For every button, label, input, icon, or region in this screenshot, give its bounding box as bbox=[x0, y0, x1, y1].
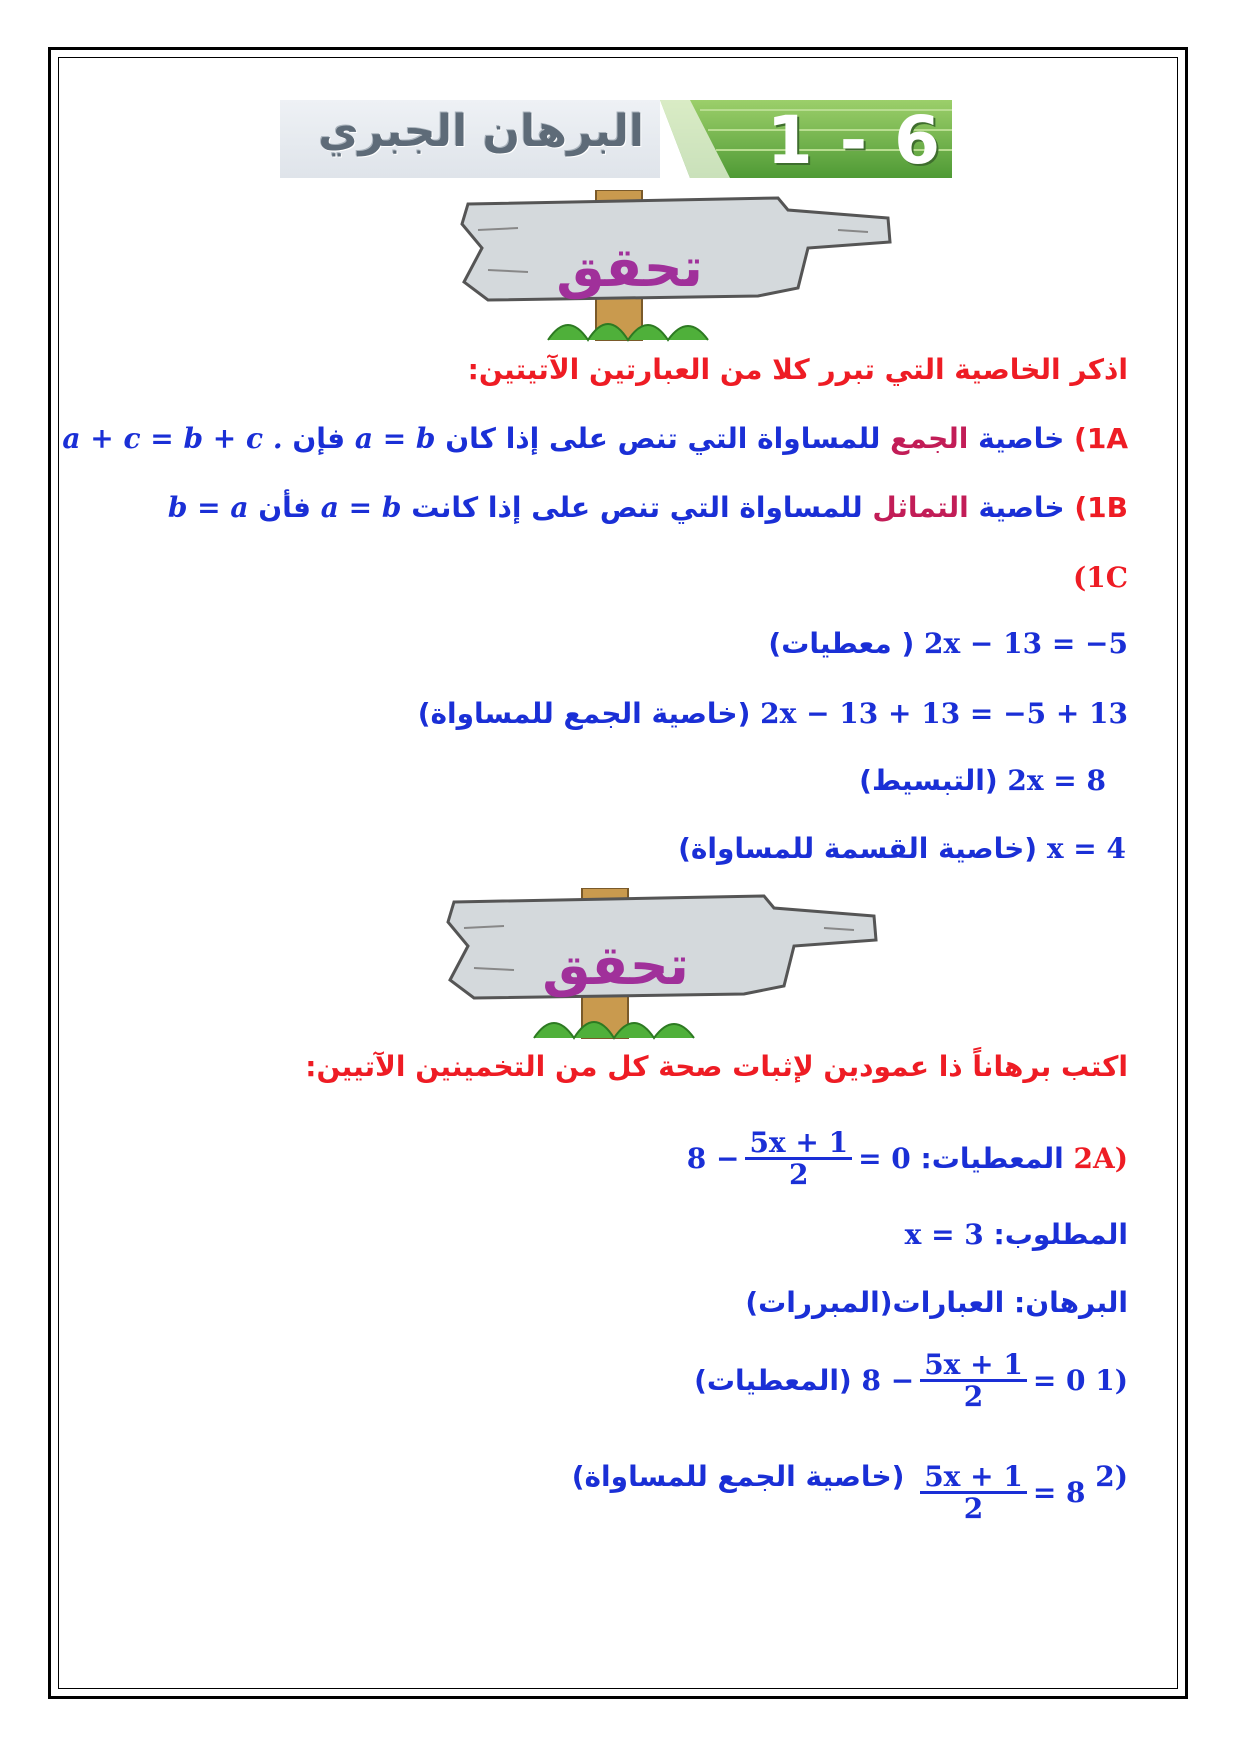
q2a-given-label: المعطيات: bbox=[920, 1142, 1064, 1176]
q1c-step-3-reason: (التبسيط) bbox=[859, 764, 998, 797]
q1a-then: فإن bbox=[292, 422, 346, 455]
q2a-given-rhs: = 0 bbox=[858, 1142, 911, 1176]
q2a-fraction-numerator: 5x + 1 bbox=[745, 1128, 852, 1160]
q1b-prop-b: التماثل bbox=[872, 491, 969, 524]
check-sign-2 bbox=[444, 888, 884, 1040]
q1a-rest: التي تنص على إذا كان bbox=[445, 422, 748, 455]
proof-step-1-reason: (المعطيات) bbox=[694, 1364, 852, 1398]
lesson-title-panel bbox=[280, 100, 660, 178]
lesson-banner bbox=[280, 100, 952, 178]
q1a-prop-b: الجمع bbox=[890, 422, 969, 455]
check-sign-2-label: تحقق bbox=[542, 933, 689, 997]
q2a-number: 2A) bbox=[1073, 1142, 1128, 1176]
q1b-prop-a: خاصية bbox=[978, 491, 1065, 524]
q1b-condition: a = b bbox=[320, 491, 402, 524]
proof-step-1-lhs: 8 − bbox=[861, 1364, 915, 1398]
q2a-given-lhs: 8 − bbox=[686, 1142, 740, 1176]
check-sign-1 bbox=[458, 190, 898, 342]
proof-step-2-number: 2) bbox=[1095, 1460, 1128, 1493]
lesson-title: البرهان الجبري bbox=[318, 106, 644, 157]
proof-step-2-numerator: 5x + 1 bbox=[920, 1462, 1027, 1494]
proof-step-1-math bbox=[861, 1350, 1085, 1412]
proof-step-1-number: 1) bbox=[1095, 1364, 1128, 1398]
proof-step-1-rhs: = 0 bbox=[1032, 1364, 1086, 1398]
q1c-number bbox=[1073, 561, 1128, 595]
q1c-step-2-reason: (خاصية الجمع للمساواة) bbox=[417, 697, 751, 730]
q2a-given-math bbox=[687, 1128, 911, 1190]
check-sign-1-label: تحقق bbox=[556, 235, 703, 299]
proof-step-2-denominator: 2 bbox=[963, 1492, 984, 1526]
q1c-step-2-math: 2x − 13 + 13 = −5 + 13 bbox=[760, 697, 1128, 730]
q1a-result: a + c = b + c . bbox=[62, 422, 283, 455]
proof-step-2-rhs: = 8 bbox=[1032, 1476, 1086, 1510]
q2a-fraction-denominator: 2 bbox=[789, 1158, 809, 1192]
q1b-result: b = a bbox=[167, 491, 249, 524]
q1b-prop-c: للمساواة bbox=[739, 491, 863, 524]
lesson-number-panel bbox=[660, 100, 952, 178]
proof-step-1 bbox=[694, 1350, 1128, 1412]
proof-step-2-fraction bbox=[920, 1462, 1027, 1524]
q1a-prop-a: خاصية bbox=[978, 422, 1065, 455]
proof-label: البرهان: العبارات(المبررات) bbox=[745, 1286, 1128, 1319]
q1b-rest: التي تنص على إذا كانت bbox=[411, 491, 730, 524]
proof-step-1-denominator: 2 bbox=[963, 1380, 984, 1414]
proof-step-2-reason: (خاصية الجمع للمساواة) bbox=[571, 1460, 905, 1493]
section1-instruction: اذكر الخاصية التي تبرر كلا من العبارتين الآتيتين: bbox=[467, 353, 1128, 386]
q1b-number: 1B) bbox=[1074, 491, 1128, 524]
q1c-step-4-math: x = 4 bbox=[1046, 832, 1126, 865]
required-label: المطلوب: bbox=[993, 1218, 1128, 1251]
q1c-step-3-math: 2x = 8 bbox=[1007, 764, 1106, 797]
q1a-condition: a = b bbox=[354, 422, 436, 455]
q1c-number-text: (1C bbox=[1072, 561, 1128, 594]
q1a-line bbox=[62, 422, 1128, 456]
q1c-step-1 bbox=[768, 627, 1128, 661]
q2a-fraction bbox=[745, 1128, 852, 1190]
lesson-number: 1 - 6 bbox=[766, 102, 942, 178]
q1b-then: فأن bbox=[258, 491, 311, 524]
required-value: x = 3 bbox=[904, 1218, 984, 1251]
required-line bbox=[905, 1218, 1128, 1252]
section2-instruction: اكتب برهاناً ذا عمودين لإثبات صحة كل من التخمينين الآتيين: bbox=[305, 1050, 1128, 1083]
q1c-step-1-reason: ( معطيات) bbox=[768, 627, 915, 660]
proof-step-2 bbox=[572, 1460, 1128, 1524]
q1c-step-1-math: 2x − 13 = −5 bbox=[924, 627, 1128, 660]
q1b-line bbox=[168, 491, 1128, 525]
proof-step-2-math bbox=[914, 1462, 1085, 1524]
q1a-prop-c: للمساواة bbox=[757, 422, 881, 455]
q1c-step-3 bbox=[859, 764, 1106, 798]
q1c-step-4 bbox=[678, 832, 1126, 866]
proof-step-1-fraction bbox=[920, 1350, 1027, 1412]
q1c-step-4-reason: (خاصية القسمة للمساواة) bbox=[678, 832, 1038, 865]
proof-step-1-numerator: 5x + 1 bbox=[920, 1350, 1027, 1382]
q1c-step-2 bbox=[418, 697, 1128, 731]
q2a-given-line bbox=[687, 1128, 1128, 1190]
q1a-number: 1A) bbox=[1074, 422, 1128, 455]
